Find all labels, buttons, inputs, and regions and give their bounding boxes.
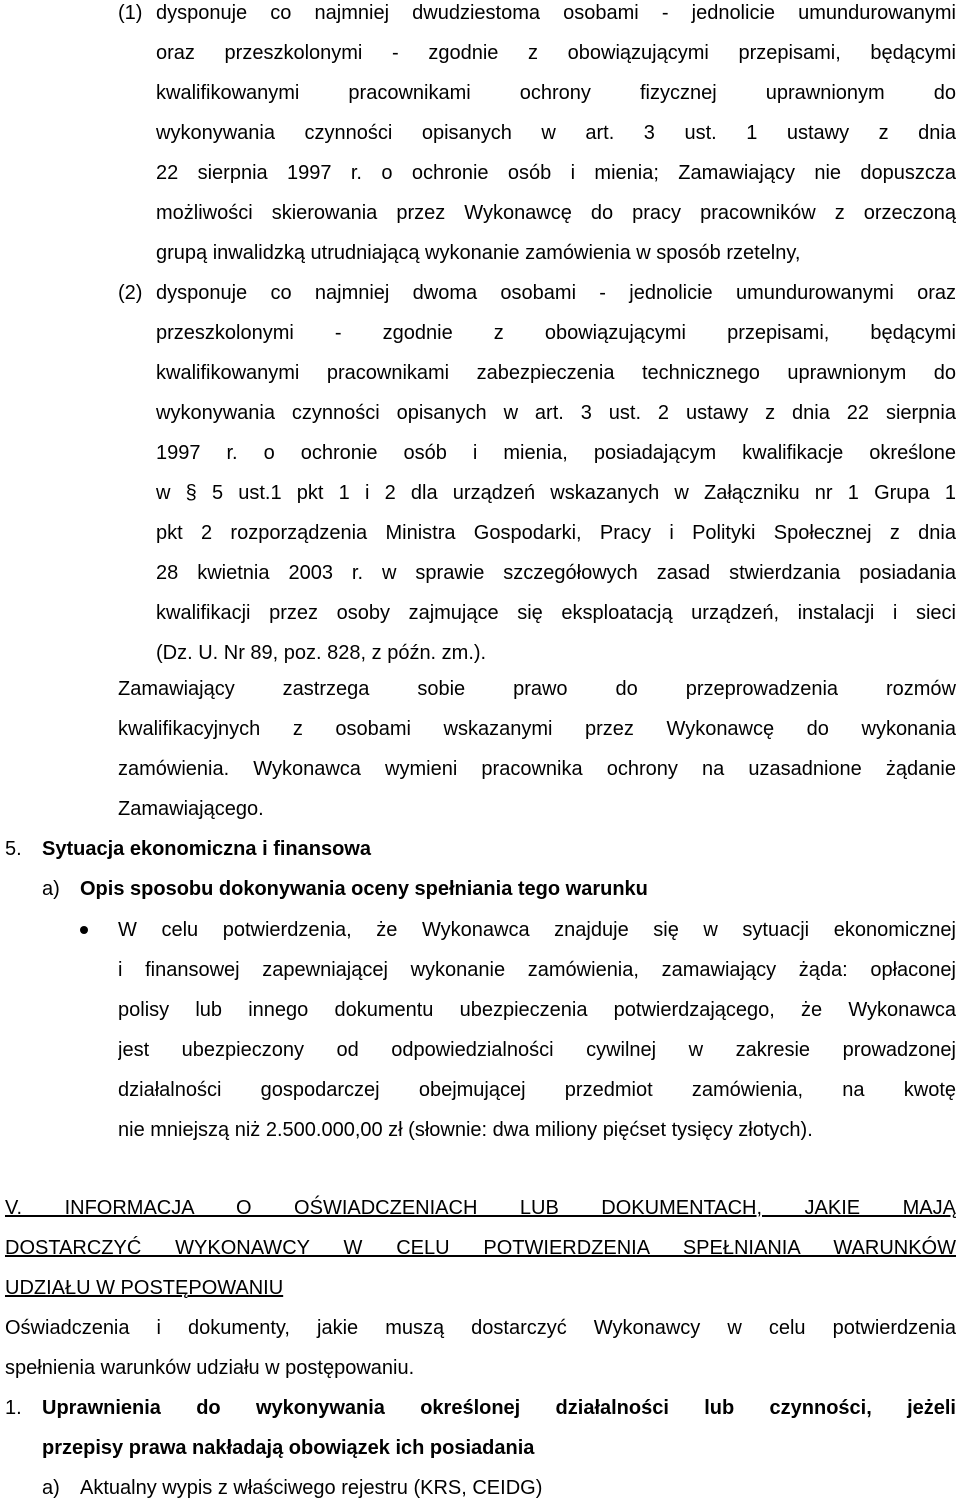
reservation-line: zamówienia. Wykonawca wymieni pracownika ochrony na uzasadnione żądanie — [118, 758, 956, 780]
section5-title: Sytuacja ekonomiczna i finansowa — [42, 838, 371, 860]
item2-line: (Dz. U. Nr 89, poz. 828, z późn. zm.). — [156, 642, 487, 664]
item2-line: kwalifikowanymi pracownikami zabezpieczenia technicznego uprawnionym do — [156, 362, 956, 384]
chapter-v-heading-line: DOSTARCZYĆ WYKONAWCY W CELU POTWIERDZENIA SPEŁNIANIA WARUNKÓW — [5, 1237, 956, 1259]
bullet-line: i finansowej zapewniającej wykonanie zamówienia, zamawiający żąda: opłaconej — [118, 959, 956, 981]
item2-paragraph — [156, 273, 956, 673]
point1-title — [42, 1388, 956, 1468]
point1-number: 1. — [5, 1397, 22, 1419]
item1-marker: (1) — [118, 2, 143, 24]
chapter-v-heading-line: UDZIAŁU W POSTĘPOWANIU — [5, 1277, 284, 1299]
item1-line: 22 sierpnia 1997 r. o ochronie osób i mienia; Zamawiający nie dopuszcza — [156, 162, 956, 184]
item2-line: w § 5 ust.1 pkt 1 i 2 dla urządzeń wskazanych w Załączniku nr 1 Grupa 1 — [156, 482, 956, 504]
reservation-line: Zamawiającego. — [118, 798, 264, 820]
item1-line: oraz przeszkolonymi - zgodnie z obowiązującymi przepisami, będącymi — [156, 42, 956, 64]
section5-bullet-paragraph — [118, 910, 956, 1150]
chapter-v-heading — [5, 1188, 956, 1308]
item1-line: grupą inwalidzką utrudniającą wykonanie zamówienia w sposób rzetelny, — [156, 242, 801, 264]
reservation-paragraph — [118, 669, 956, 829]
item1-line: kwalifikowanymi pracownikami ochrony fizycznej uprawnionym do — [156, 82, 956, 104]
point1-line: Uprawnienia do wykonywania określonej działalności lub czynności, jeżeli — [42, 1397, 956, 1419]
point1-line: przepisy prawa nakładają obowiązek ich posiadania — [42, 1437, 535, 1459]
bullet-line: W celu potwierdzenia, że Wykonawca znajduje się w sytuacji ekonomicznej — [118, 919, 956, 941]
item2-line: kwalifikacji przez osoby zajmujące się eksploatacją urządzeń, instalacji i sieci — [156, 602, 956, 624]
section5-sub-title: Opis sposobu dokonywania oceny spełniania tego warunku — [80, 878, 648, 900]
reservation-line: Zamawiający zastrzega sobie prawo do przeprowadzenia rozmów — [118, 678, 956, 700]
bullet-line: jest ubezpieczony od odpowiedzialności cywilnej w zakresie prowadzonej — [118, 1039, 956, 1061]
item2-line: wykonywania czynności opisanych w art. 3 ust. 2 ustawy z dnia 22 sierpnia — [156, 402, 956, 424]
section5-sub-marker: a) — [42, 878, 60, 900]
point1a-text: Aktualny wypis z właściwego rejestru (KRS, CEIDG) — [80, 1477, 543, 1499]
bullet-line: polisy lub innego dokumentu ubezpieczenia potwierdzającego, że Wykonawca — [118, 999, 956, 1021]
bullet-line: nie mniejszą niż 2.500.000,00 zł (słownie: dwa miliony pięćset tysięcy złotych). — [118, 1119, 813, 1141]
item2-line: przeszkolonymi - zgodnie z obowiązującymi przepisami, będącymi — [156, 322, 956, 344]
section5-number: 5. — [5, 838, 22, 860]
bullet-line: działalności gospodarczej obejmującej przedmiot zamówienia, na kwotę — [118, 1079, 956, 1101]
item1-line: możliwości skierowania przez Wykonawcę do pracy pracowników z orzeczoną — [156, 202, 956, 224]
item2-line: dysponuje co najmniej dwoma osobami - jednolicie umundurowanymi oraz — [156, 282, 956, 304]
bullet-icon — [80, 926, 88, 934]
item2-line: 1997 r. o ochronie osób i mienia, posiadającym kwalifikacje określone — [156, 442, 956, 464]
item2-line: 28 kwietnia 2003 r. w sprawie szczegółowych zasad stwierdzania posiadania — [156, 562, 956, 584]
item1-line: wykonywania czynności opisanych w art. 3 ust. 1 ustawy z dnia — [156, 122, 956, 144]
intro-line: Oświadczenia i dokumenty, jakie muszą dostarczyć Wykonawcy w celu potwierdzenia — [5, 1317, 956, 1339]
chapter-v-intro — [5, 1308, 956, 1388]
point1a-marker: a) — [42, 1477, 60, 1499]
item2-marker: (2) — [118, 282, 143, 304]
item2-line: pkt 2 rozporządzenia Ministra Gospodarki, Pracy i Polityki Społecznej z dnia — [156, 522, 956, 544]
item1-line: dysponuje co najmniej dwudziestoma osobami - jednolicie umundurowanymi — [156, 2, 956, 24]
intro-line: spełnienia warunków udziału w postępowaniu. — [5, 1357, 415, 1379]
item1-paragraph — [156, 0, 956, 273]
chapter-v-heading-line: V. INFORMACJA O OŚWIADCZENIACH LUB DOKUMENTACH, JAKIE MAJĄ — [5, 1197, 956, 1219]
reservation-line: kwalifikacyjnych z osobami wskazanymi przez Wykonawcę do wykonania — [118, 718, 956, 740]
